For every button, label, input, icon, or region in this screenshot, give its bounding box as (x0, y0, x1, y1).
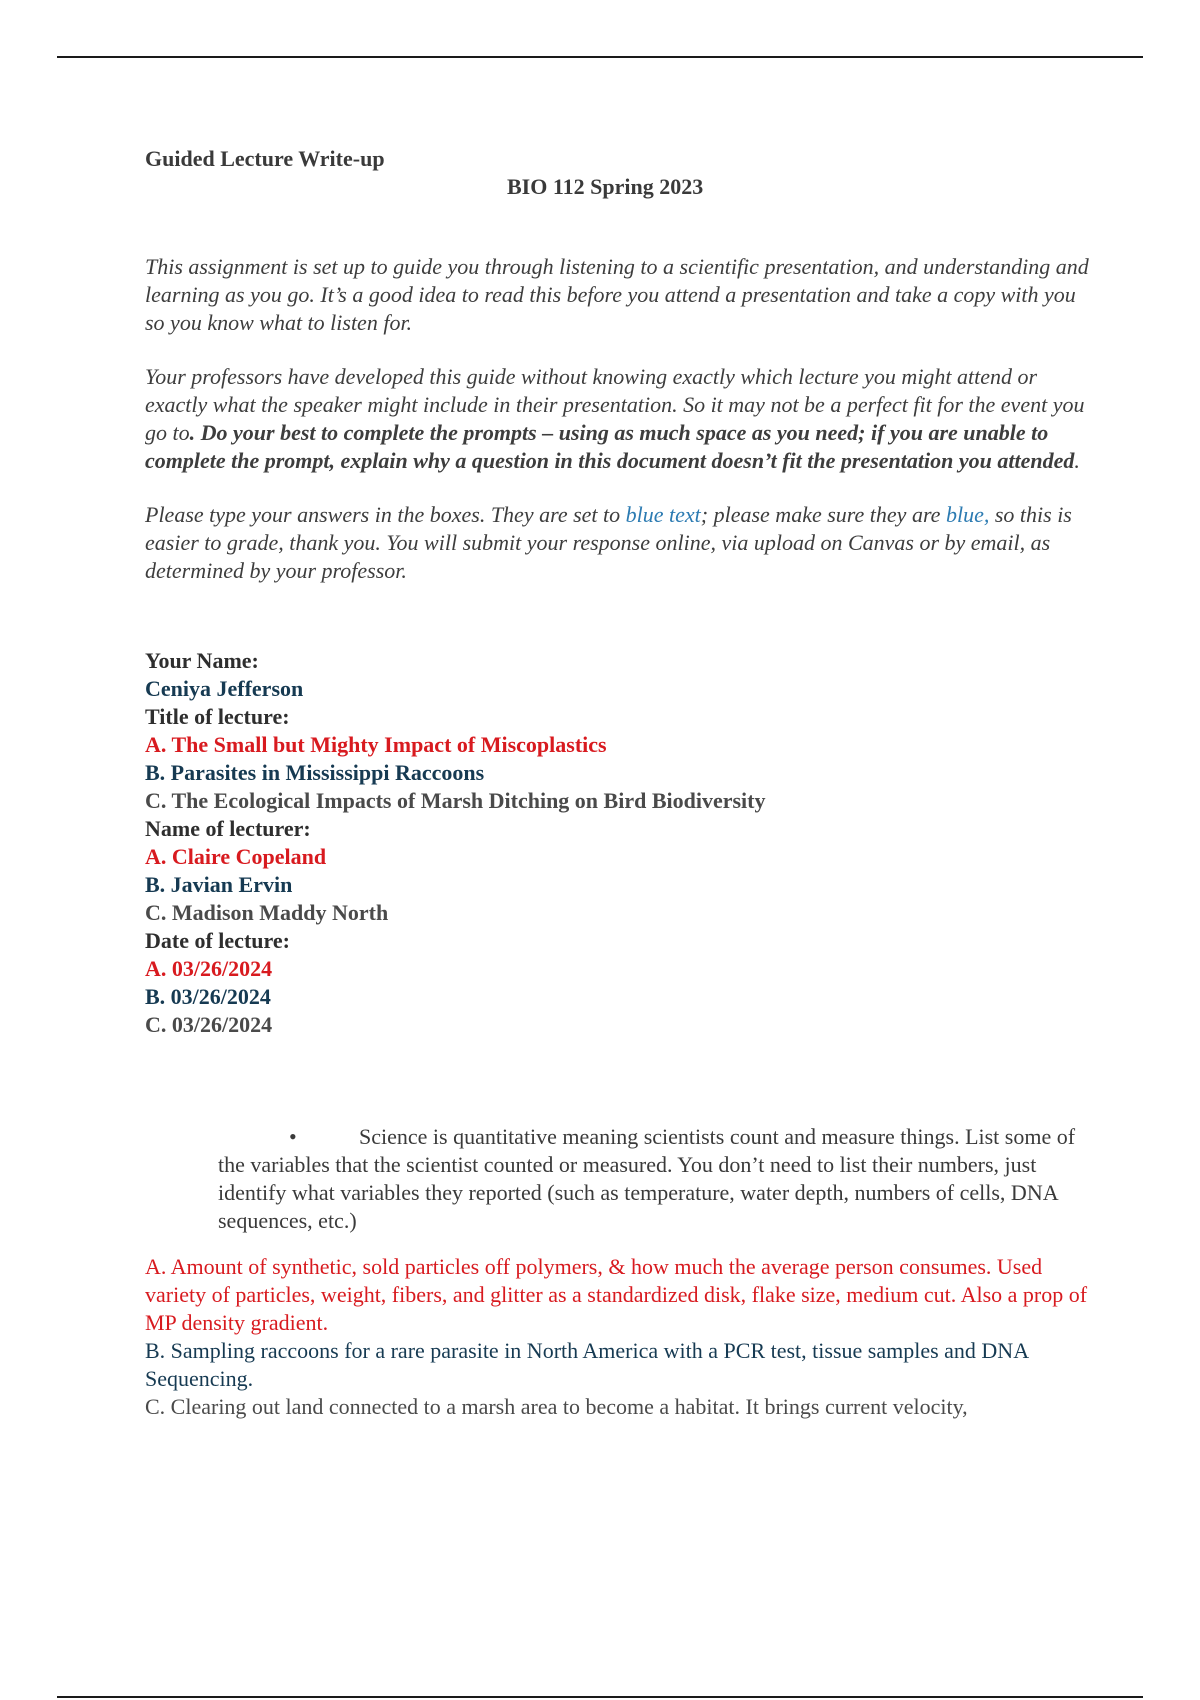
intro-p2-bold: . Do your best to complete the prompts – using as much space as you need; if you are unable to complete the prompt, explain why a question in this document doesn’t fit the presentation you attended (145, 420, 1075, 473)
date-b[interactable]: B. 03/26/2024 (145, 984, 271, 1009)
blue-text-sample-1: blue text (625, 502, 701, 527)
bullet-icon: • (289, 1124, 297, 1149)
answer-c[interactable]: C. Clearing out land connected to a marsh area to become a habitat. It brings current velocity, (145, 1394, 968, 1419)
title-a[interactable]: A. The Small but Mighty Impact of Miscoplastics (145, 732, 607, 757)
intro-p2-end: . (1074, 448, 1080, 473)
course-heading: BIO 112 Spring 2023 (507, 174, 704, 199)
title-label: Title of lecture: (145, 704, 290, 729)
intro-p2-text: Your professors have developed this guide without knowing exactly which lecture you might attend or exactly what the speaker might include in their presentation. So it may not be a perfect fit for the event you go to (145, 364, 1085, 445)
question-1 (145, 1123, 1090, 1235)
document-title: Guided Lecture Write-up (145, 146, 385, 171)
lecturer-label: Name of lecturer: (145, 816, 311, 841)
lecturer-c[interactable]: C. Madison Maddy North (145, 900, 389, 925)
date-c[interactable]: C. 03/26/2024 (145, 1012, 273, 1037)
title-c[interactable]: C. The Ecological Impacts of Marsh Ditching on Bird Biodiversity (145, 788, 766, 813)
title-b[interactable]: B. Parasites in Mississippi Raccoons (145, 760, 485, 785)
intro-p3-b: ; please make sure they are (700, 502, 946, 527)
name-value[interactable]: Ceniya Jefferson (145, 676, 304, 701)
lecturer-a[interactable]: A. Claire Copeland (145, 844, 327, 869)
document-page (145, 145, 1090, 1421)
intro-p3-a: Please type your answers in the boxes. They are set to (145, 502, 626, 527)
intro-p3-c: so this is easier to grade, thank you. You will submit your response online, via upload on Canvas or by email, as determined by your professor. (145, 502, 1072, 583)
name-label: Your Name: (145, 648, 259, 673)
answers-block (145, 1253, 1090, 1421)
intro-paragraph-3 (145, 501, 1090, 585)
intro-paragraph-2 (145, 363, 1090, 475)
answer-b[interactable]: B. Sampling raccoons for a rare parasite in North America with a PCR test, tissue samples and DNA Sequencing. (145, 1338, 1028, 1391)
bottom-rule (57, 1696, 1143, 1698)
lecturer-b[interactable]: B. Javian Ervin (145, 872, 293, 897)
lecture-fields (145, 647, 1090, 1039)
date-a[interactable]: A. 03/26/2024 (145, 956, 273, 981)
blue-text-sample-2: blue, (945, 502, 990, 527)
date-label: Date of lecture: (145, 928, 290, 953)
top-rule (57, 56, 1143, 58)
intro-paragraph-1: This assignment is set up to guide you through listening to a scientific presentation, and understanding and learning as you go. It’s a good idea to read this before you attend a presentation and take a copy with you so you know what to listen for. (145, 254, 1089, 335)
answer-a[interactable]: A. Amount of synthetic, sold particles off polymers, & how much the average person consumes. Used variety of particles, weight, fibers, and glitter as a standardized disk, flake size, medium cut. Also a prop of MP density gradient. (145, 1254, 1088, 1335)
question-text: Science is quantitative meaning scientists count and measure things. List some of the variables that the scientist counted or measured. You don’t need to list their numbers, just identify what variables they reported (such as temperature, water depth, numbers of cells, DNA sequences, etc.) (218, 1124, 1076, 1233)
